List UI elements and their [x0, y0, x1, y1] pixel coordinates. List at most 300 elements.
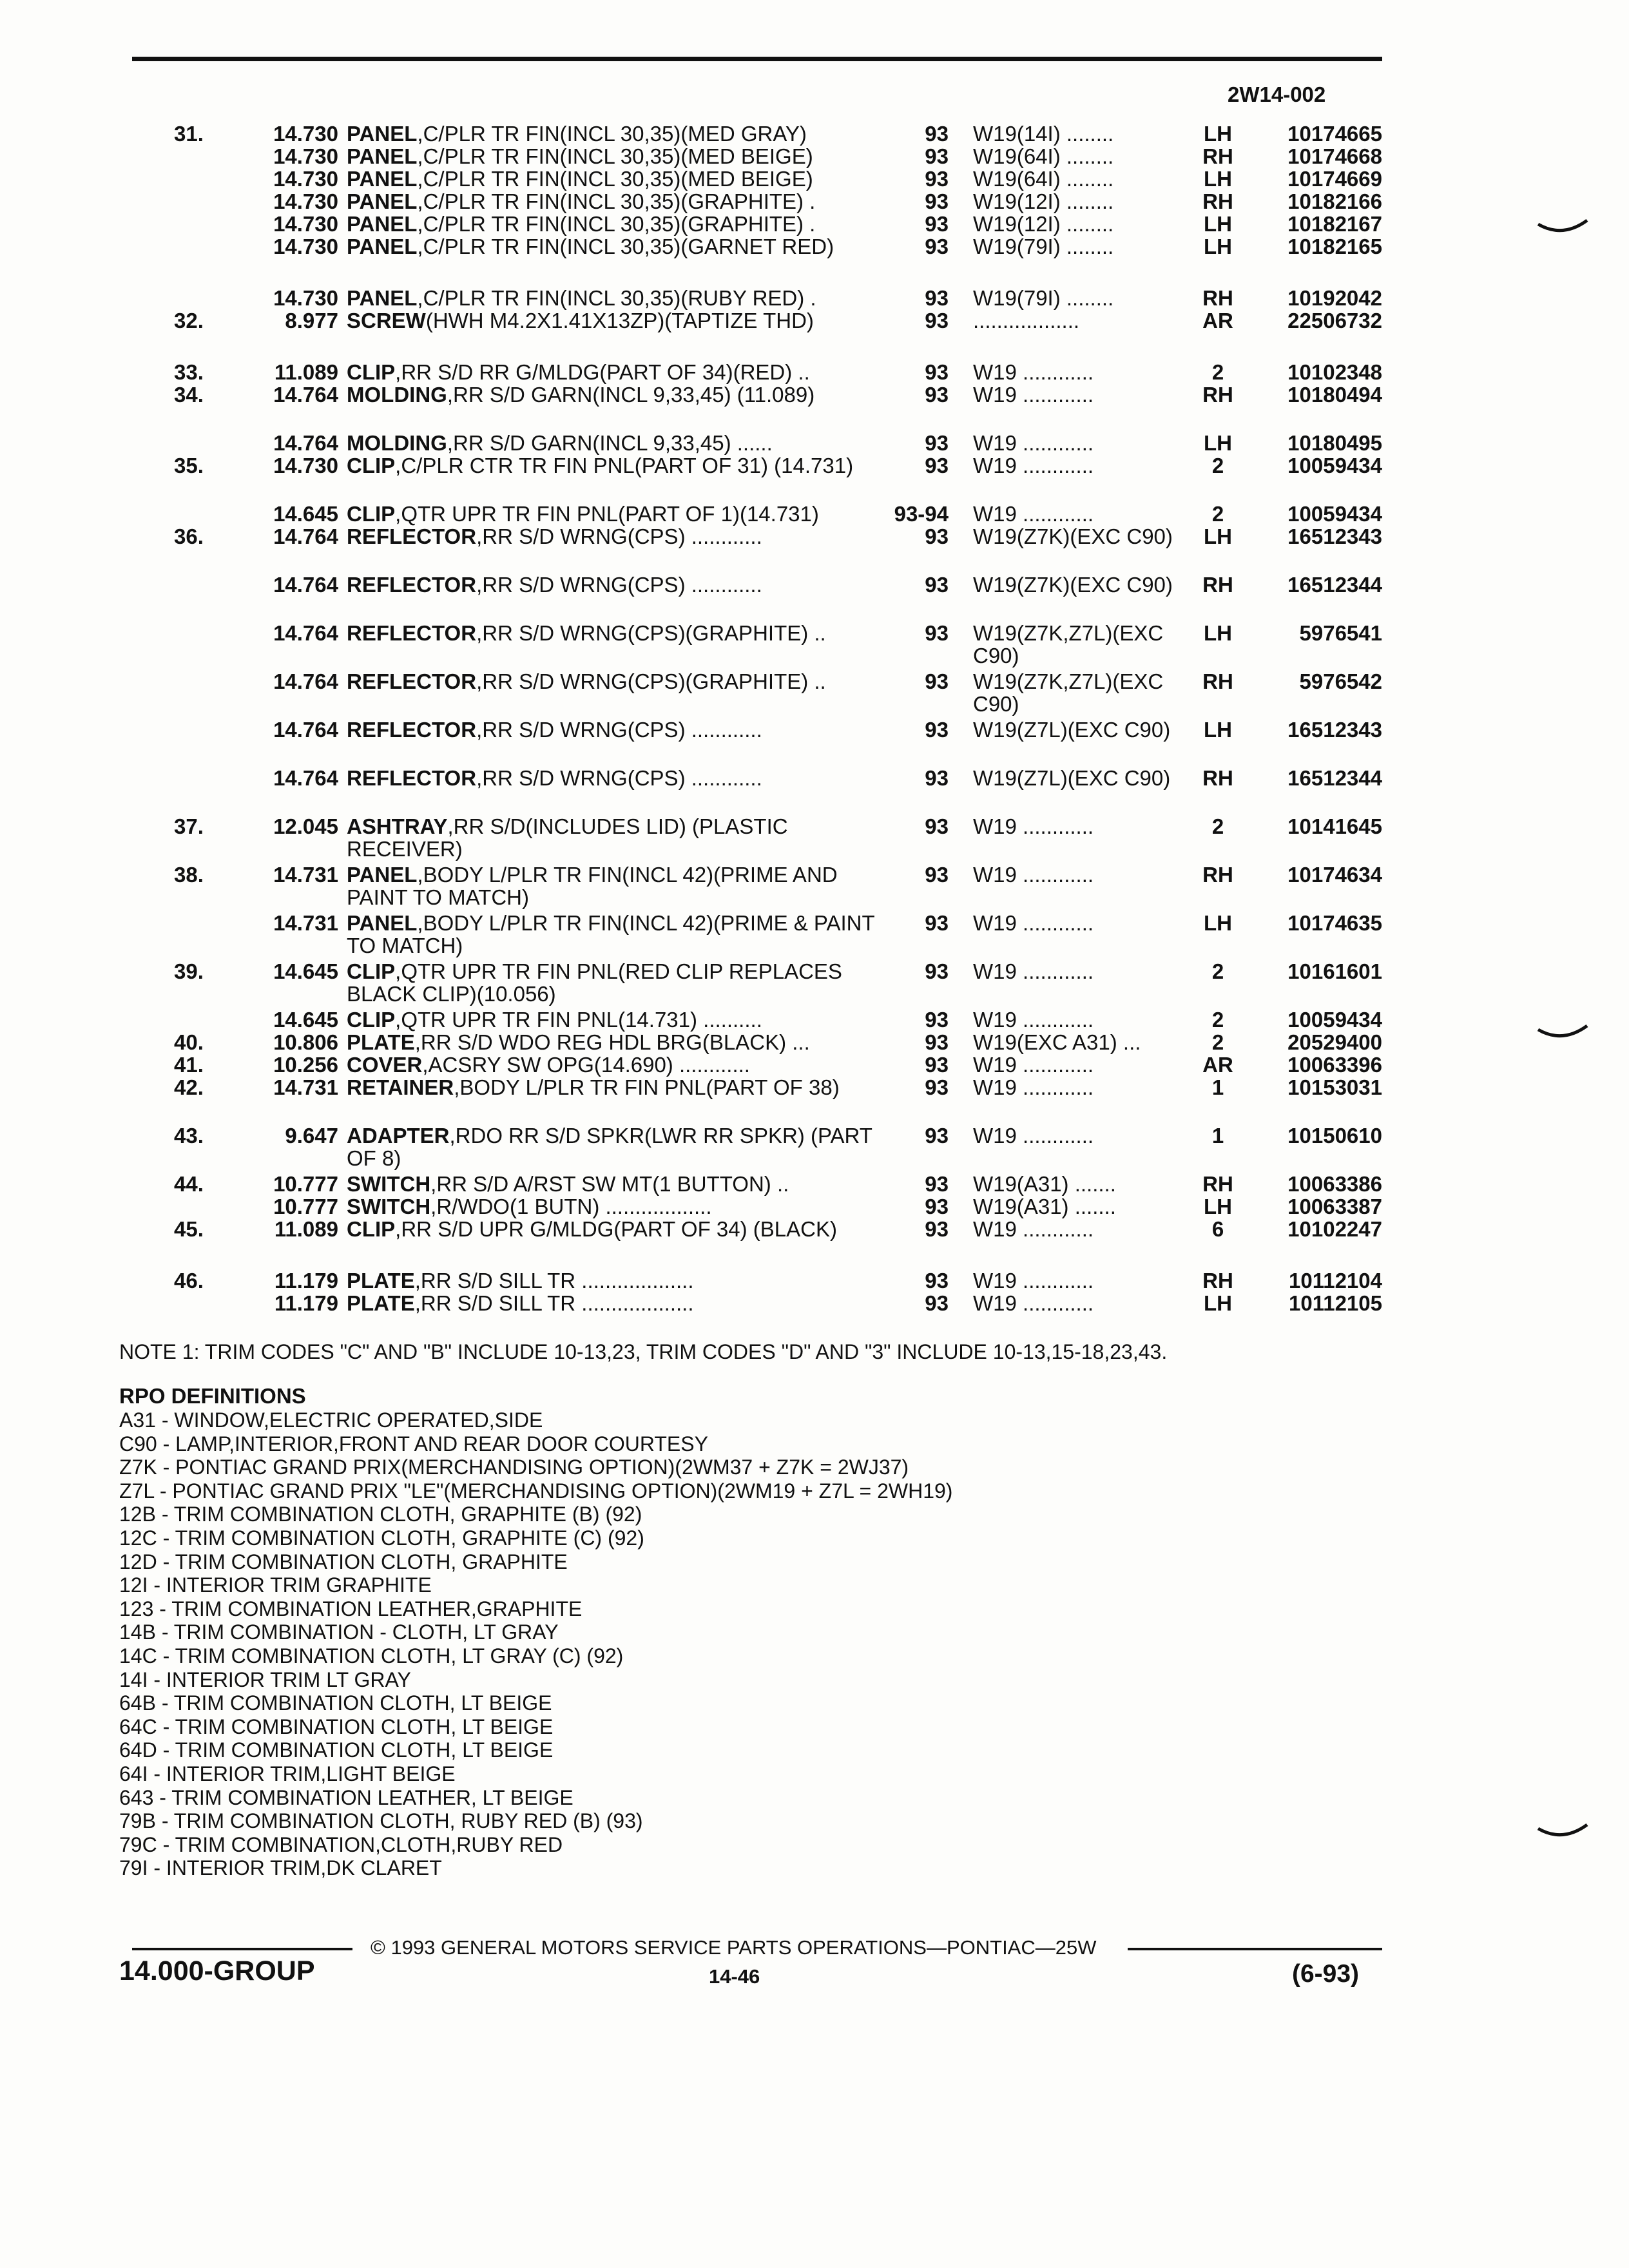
model-usage: W19(64I) ........ [973, 144, 1114, 168]
part-name: CLIP [347, 959, 396, 983]
item-number: 34. [174, 383, 204, 407]
part-number: 10174668 [1287, 144, 1382, 168]
part-description [347, 1008, 882, 1031]
part-name: REFLECTOR [347, 766, 477, 790]
part-number: 16512343 [1287, 524, 1382, 548]
part-name: PANEL [347, 144, 418, 168]
table-row [0, 863, 1629, 908]
group-number: 14.764 [273, 669, 338, 693]
group-number: 14.645 [273, 502, 338, 526]
group-number: 14.731 [273, 1075, 338, 1099]
model-year: 93 [925, 766, 949, 790]
quantity: LH [1204, 621, 1232, 645]
model-usage: W19 ............ [973, 431, 1094, 455]
quantity: AR [1202, 309, 1233, 332]
part-name: REFLECTOR [347, 718, 477, 742]
rpo-definition: 12B - TRIM COMBINATION CLOTH, GRAPHITE (B) (92) [119, 1503, 642, 1526]
part-detail: ,RR S/D GARN(INCL 9,33,45) ...... [447, 431, 773, 455]
rpo-definition: Z7L - PONTIAC GRAND PRIX "LE"(MERCHANDISING OPTION)(2WM19 + Z7L = 2WH19) [119, 1479, 953, 1503]
part-number: 10174665 [1287, 122, 1382, 146]
model-usage: W19(64I) ........ [973, 167, 1114, 191]
part-detail: ,RR S/D WRNG(CPS) ............ [476, 524, 762, 548]
part-detail: ,RDO RR S/D SPKR(LWR RR SPKR) (PART OF 8) [347, 1124, 872, 1170]
model-usage: W19 ............ [973, 911, 1094, 935]
part-description [347, 1124, 882, 1169]
part-detail: ,BODY L/PLR TR FIN PNL(PART OF 38) [454, 1075, 840, 1099]
table-row [0, 1076, 1629, 1121]
group-number: 14.764 [273, 431, 338, 455]
item-number: 32. [174, 309, 204, 332]
quantity: 2 [1211, 360, 1224, 384]
table-row [0, 1292, 1629, 1337]
item-number: 43. [174, 1124, 204, 1148]
group-number: 14.730 [273, 167, 338, 191]
margin-tick-mark [1537, 219, 1588, 238]
margin-tick-mark [1537, 1024, 1588, 1044]
quantity: LH [1204, 1291, 1232, 1315]
part-number: 10112104 [1288, 1269, 1382, 1293]
part-detail: ,R/WDO(1 BUTN) .................. [430, 1195, 712, 1218]
part-description [347, 1173, 882, 1195]
part-description [347, 383, 882, 406]
table-row [0, 1124, 1629, 1169]
part-description [347, 432, 882, 454]
part-detail: ,C/PLR TR FIN(INCL 30,35)(MED BEIGE) [417, 144, 813, 168]
rpo-definition: 123 - TRIM COMBINATION LEATHER,GRAPHITE [119, 1597, 583, 1620]
model-usage: W19 ............ [973, 383, 1094, 407]
part-name: PLATE [347, 1291, 415, 1315]
quantity: 2 [1211, 1008, 1224, 1032]
table-row [0, 525, 1629, 570]
item-number: 42. [174, 1075, 204, 1099]
rpo-definition: 64C - TRIM COMBINATION CLOTH, LT BEIGE [119, 1715, 554, 1738]
rpo-definition: A31 - WINDOW,ELECTRIC OPERATED,SIDE [119, 1408, 543, 1432]
part-name: ADAPTER [347, 1124, 450, 1148]
model-year: 93 [925, 360, 949, 384]
quantity: 6 [1211, 1217, 1224, 1241]
part-detail: ,RR S/D WRNG(CPS) ............ [476, 766, 762, 790]
part-name: REFLECTOR [347, 669, 477, 693]
item-number: 37. [174, 814, 204, 838]
rpo-definition: 12C - TRIM COMBINATION CLOTH, GRAPHITE (C) (92) [119, 1526, 644, 1550]
part-name: CLIP [347, 454, 396, 477]
part-name: PANEL [347, 122, 418, 146]
model-usage: .................. [973, 309, 1080, 332]
item-number: 39. [174, 959, 204, 983]
part-number: 10063386 [1287, 1172, 1382, 1196]
group-number: 14.764 [273, 383, 338, 407]
part-detail: ,QTR UPR TR FIN PNL(RED CLIP REPLACES BLACK CLIP)(10.056) [347, 959, 842, 1006]
part-description [347, 622, 882, 644]
model-year: 93 [925, 235, 949, 258]
model-year: 93 [925, 1291, 949, 1315]
footer-copyright: © 1993 GENERAL MOTORS SERVICE PARTS OPERATIONS—PONTIAC—25W [371, 1936, 1097, 1959]
part-detail: ,C/PLR CTR TR FIN PNL(PART OF 31) (14.731) [395, 454, 854, 477]
model-usage: W19 ............ [973, 1291, 1094, 1315]
part-name: REFLECTOR [347, 621, 477, 645]
part-description [347, 190, 882, 213]
part-description [347, 670, 882, 693]
model-usage: W19 ............ [973, 814, 1094, 838]
part-description [347, 767, 882, 789]
part-detail: ,BODY L/PLR TR FIN(INCL 42)(PRIME AND PAINT TO MATCH) [347, 863, 838, 909]
model-year: 93 [925, 286, 949, 310]
item-number: 46. [174, 1269, 204, 1293]
part-detail: (HWH M4.2X1.41X13ZP)(TAPTIZE THD) [425, 309, 814, 332]
model-year: 93 [925, 621, 949, 645]
model-year: 93 [925, 863, 949, 887]
part-detail: ,C/PLR TR FIN(INCL 30,35)(RUBY RED) . [417, 286, 816, 310]
table-row [0, 670, 1629, 715]
quantity: RH [1202, 383, 1233, 407]
quantity: RH [1202, 669, 1233, 693]
quantity: LH [1204, 212, 1232, 236]
part-name: PANEL [347, 212, 418, 236]
model-usage: W19 ............ [973, 863, 1094, 887]
footer-rule-right [1128, 1948, 1382, 1950]
group-number: 14.731 [273, 863, 338, 887]
model-usage: W19 ............ [973, 360, 1094, 384]
part-detail: ,C/PLR TR FIN(INCL 30,35)(MED GRAY) [417, 122, 807, 146]
rpo-definition: 643 - TRIM COMBINATION LEATHER, LT BEIGE [119, 1785, 574, 1809]
model-usage: W19(Z7K,Z7L)(EXC C90) [973, 669, 1164, 716]
table-row [0, 235, 1629, 280]
rpo-definition: 12I - INTERIOR TRIM GRAPHITE [119, 1573, 432, 1597]
rpo-definition: 12D - TRIM COMBINATION CLOTH, GRAPHITE [119, 1550, 568, 1573]
quantity: LH [1204, 524, 1232, 548]
part-number: 20529400 [1287, 1030, 1382, 1054]
part-description [347, 1218, 882, 1240]
part-detail: ,RR S/D(INCLUDES LID) (PLASTIC RECEIVER) [347, 814, 788, 861]
quantity: RH [1202, 286, 1233, 310]
part-detail: ,RR S/D SILL TR ................... [414, 1291, 694, 1315]
group-number: 14.730 [273, 144, 338, 168]
part-number: 10180495 [1287, 431, 1382, 455]
part-number: 10059434 [1287, 454, 1382, 477]
group-number: 14.730 [273, 235, 338, 258]
group-number: 10.256 [273, 1053, 338, 1077]
part-name: CLIP [347, 1008, 396, 1032]
part-name: PANEL [347, 189, 418, 213]
model-year: 93 [925, 431, 949, 455]
group-number: 14.764 [273, 573, 338, 597]
part-name: CLIP [347, 1217, 396, 1241]
item-number: 33. [174, 360, 204, 384]
part-number: 22506732 [1287, 309, 1382, 332]
part-number: 10174635 [1287, 911, 1382, 935]
part-description [347, 815, 882, 860]
part-description [347, 454, 882, 477]
part-name: PANEL [347, 286, 418, 310]
part-number: 5976542 [1299, 669, 1382, 693]
group-number: 12.045 [273, 814, 338, 838]
part-name: MOLDING [347, 383, 447, 407]
part-number: 10161601 [1287, 959, 1382, 983]
part-number: 10102348 [1287, 360, 1382, 384]
part-detail: ,RR S/D UPR G/MLDG(PART OF 34) (BLACK) [395, 1217, 837, 1241]
part-name: ASHTRAY [347, 814, 448, 838]
table-row [0, 912, 1629, 957]
document-number: 2W14-002 [1228, 82, 1326, 106]
part-number: 10174669 [1287, 167, 1382, 191]
part-detail: ,C/PLR TR FIN(INCL 30,35)(GRAPHITE) . [417, 212, 816, 236]
group-number: 14.730 [273, 189, 338, 213]
quantity: 2 [1211, 454, 1224, 477]
part-description [347, 287, 882, 309]
part-name: CLIP [347, 502, 396, 526]
margin-tick-mark [1537, 1823, 1588, 1843]
model-year: 93 [925, 383, 949, 407]
part-number: 16512344 [1287, 766, 1382, 790]
group-number: 14.645 [273, 1008, 338, 1032]
part-detail: ,BODY L/PLR TR FIN(INCL 42)(PRIME & PAINT TO MATCH) [347, 911, 875, 957]
model-usage: W19(Z7K)(EXC C90) [973, 524, 1173, 548]
group-number: 11.179 [274, 1269, 338, 1293]
quantity: LH [1204, 431, 1232, 455]
rpo-definition: Z7K - PONTIAC GRAND PRIX(MERCHANDISING OPTION)(2WM37 + Z7K = 2WJ37) [119, 1456, 909, 1479]
rpo-definition: C90 - LAMP,INTERIOR,FRONT AND REAR DOOR COURTESY [119, 1432, 708, 1456]
model-year: 93 [925, 1269, 949, 1293]
footer-rule-left [132, 1948, 352, 1950]
part-detail: ,RR S/D RR G/MLDG(PART OF 34)(RED) .. [395, 360, 810, 384]
part-number: 10063396 [1287, 1053, 1382, 1077]
part-name: SWITCH [347, 1172, 431, 1196]
quantity: 2 [1211, 814, 1224, 838]
part-number: 10192042 [1287, 286, 1382, 310]
part-detail: ,ACSRY SW OPG(14.690) ............ [422, 1053, 750, 1077]
quantity: RH [1202, 189, 1233, 213]
table-row [0, 718, 1629, 764]
item-number: 45. [174, 1217, 204, 1241]
table-row [0, 767, 1629, 812]
item-number: 35. [174, 454, 204, 477]
model-year: 93 [925, 814, 949, 838]
rpo-definitions-title: RPO DEFINITIONS [119, 1384, 306, 1408]
model-usage: W19(Z7L)(EXC C90) [973, 766, 1171, 790]
rpo-definition: 64D - TRIM COMBINATION CLOTH, LT BEIGE [119, 1738, 554, 1762]
part-number: 10059434 [1287, 1008, 1382, 1032]
model-usage: W19 ............ [973, 454, 1094, 477]
part-number: 16512344 [1287, 573, 1382, 597]
model-usage: W19(Z7K)(EXC C90) [973, 573, 1173, 597]
part-number: 10182165 [1287, 235, 1382, 258]
model-year: 93 [925, 1217, 949, 1241]
part-description [347, 503, 882, 525]
group-number: 11.179 [274, 1291, 338, 1315]
group-number: 11.089 [274, 360, 338, 384]
model-usage: W19(14I) ........ [973, 122, 1114, 146]
part-name: PANEL [347, 863, 418, 887]
model-usage: W19 ............ [973, 1217, 1094, 1241]
group-number: 14.764 [273, 718, 338, 742]
group-number: 14.730 [273, 122, 338, 146]
part-name: PLATE [347, 1269, 415, 1293]
quantity: LH [1204, 122, 1232, 146]
rpo-definition: 64I - INTERIOR TRIM,LIGHT BEIGE [119, 1762, 456, 1785]
part-detail: ,RR S/D GARN(INCL 9,33,45) (11.089) [447, 383, 815, 407]
model-year: 93 [925, 1075, 949, 1099]
quantity: RH [1202, 863, 1233, 887]
model-year: 93 [925, 144, 949, 168]
model-year: 93 [925, 1195, 949, 1218]
model-year: 93 [925, 1008, 949, 1032]
rpo-definition: 14C - TRIM COMBINATION CLOTH, LT GRAY (C) (92) [119, 1644, 624, 1667]
part-name: PANEL [347, 167, 418, 191]
quantity: 2 [1211, 1030, 1224, 1054]
group-number: 14.730 [273, 454, 338, 477]
part-description [347, 525, 882, 548]
table-row [0, 1218, 1629, 1263]
model-usage: W19(A31) ....... [973, 1195, 1116, 1218]
model-year: 93 [925, 959, 949, 983]
part-description [347, 1195, 882, 1218]
model-year: 93 [925, 167, 949, 191]
note-1: NOTE 1: TRIM CODES "C" AND "B" INCLUDE 10-13,23, TRIM CODES "D" AND "3" INCLUDE 10-13,15-18,23,43. [119, 1340, 1168, 1363]
group-number: 14.764 [273, 766, 338, 790]
quantity: 2 [1211, 959, 1224, 983]
model-year: 93 [925, 1030, 949, 1054]
model-year: 93 [925, 1053, 949, 1077]
part-description [347, 1292, 882, 1314]
model-usage: W19 ............ [973, 1053, 1094, 1077]
part-name: RETAINER [347, 1075, 454, 1099]
part-name: SCREW [347, 309, 426, 332]
part-description [347, 309, 882, 332]
table-row [0, 309, 1629, 354]
part-detail: ,RR S/D WRNG(CPS) ............ [476, 573, 762, 597]
part-description [347, 718, 882, 741]
group-number: 14.730 [273, 286, 338, 310]
quantity: RH [1202, 144, 1233, 168]
table-row [0, 454, 1629, 499]
part-detail: ,RR S/D WRNG(CPS)(GRAPHITE) .. [476, 621, 826, 645]
group-number: 14.645 [273, 959, 338, 983]
quantity: RH [1202, 1269, 1233, 1293]
part-name: CLIP [347, 360, 396, 384]
group-number: 14.731 [273, 911, 338, 935]
item-number: 36. [174, 524, 204, 548]
model-usage: W19(79I) ........ [973, 235, 1114, 258]
quantity: RH [1202, 766, 1233, 790]
footer-group: 14.000-GROUP [119, 1956, 315, 1986]
part-number: 5976541 [1299, 621, 1382, 645]
quantity: 2 [1211, 502, 1224, 526]
model-usage: W19(A31) ....... [973, 1172, 1116, 1196]
part-detail: ,RR S/D WRNG(CPS) ............ [476, 718, 762, 742]
rpo-definitions-list [119, 1408, 952, 1880]
part-name: PANEL [347, 911, 418, 935]
part-number: 10059434 [1287, 502, 1382, 526]
part-description [347, 235, 882, 258]
part-detail: ,QTR UPR TR FIN PNL(PART OF 1)(14.731) [395, 502, 819, 526]
group-number: 10.777 [273, 1172, 338, 1196]
part-detail: ,RR S/D WRNG(CPS)(GRAPHITE) .. [476, 669, 826, 693]
part-number: 10150610 [1287, 1124, 1382, 1148]
quantity: LH [1204, 911, 1232, 935]
model-year: 93 [925, 309, 949, 332]
part-detail: ,RR S/D WDO REG HDL BRG(BLACK) ... [414, 1030, 810, 1054]
model-year: 93 [925, 189, 949, 213]
rpo-definition: 79I - INTERIOR TRIM,DK CLARET [119, 1856, 442, 1880]
part-name: SWITCH [347, 1195, 431, 1218]
part-detail: ,C/PLR TR FIN(INCL 30,35)(MED BEIGE) [417, 167, 813, 191]
footer-date: (6-93) [1292, 1960, 1360, 1988]
rpo-definition: 79B - TRIM COMBINATION CLOTH, RUBY RED (B) (93) [119, 1809, 643, 1833]
group-number: 8.977 [285, 309, 338, 332]
model-usage: W19(12I) ........ [973, 212, 1114, 236]
table-row [0, 622, 1629, 667]
part-description [347, 863, 882, 908]
rpo-definition: 79C - TRIM COMBINATION,CLOTH,RUBY RED [119, 1832, 563, 1856]
part-detail: ,QTR UPR TR FIN PNL(14.731) .......... [395, 1008, 762, 1032]
part-description [347, 168, 882, 190]
quantity: LH [1204, 1195, 1232, 1218]
group-number: 14.730 [273, 212, 338, 236]
quantity: AR [1202, 1053, 1233, 1077]
rpo-definition: 14B - TRIM COMBINATION - CLOTH, LT GRAY [119, 1620, 559, 1644]
model-year: 93 [925, 122, 949, 146]
part-description [347, 1076, 882, 1099]
model-usage: W19 ............ [973, 959, 1094, 983]
model-usage: W19(12I) ........ [973, 189, 1114, 213]
model-year: 93-94 [894, 502, 949, 526]
model-year: 93 [925, 669, 949, 693]
group-number: 14.764 [273, 524, 338, 548]
group-number: 10.777 [273, 1195, 338, 1218]
quantity: LH [1204, 718, 1232, 742]
footer-page-number: 14-46 [709, 1965, 760, 1988]
part-description [347, 1269, 882, 1292]
part-description [347, 145, 882, 168]
part-detail: ,C/PLR TR FIN(INCL 30,35)(GARNET RED) [417, 235, 834, 258]
model-usage: W19(Z7K,Z7L)(EXC C90) [973, 621, 1164, 668]
part-number: 10174634 [1287, 863, 1382, 887]
part-detail: ,RR S/D A/RST SW MT(1 BUTTON) .. [430, 1172, 789, 1196]
item-number: 38. [174, 863, 204, 887]
part-description [347, 1031, 882, 1053]
part-name: PANEL [347, 235, 418, 258]
quantity: LH [1204, 235, 1232, 258]
model-usage: W19 ............ [973, 502, 1094, 526]
part-name: PLATE [347, 1030, 415, 1054]
part-description [347, 960, 882, 1005]
part-name: REFLECTOR [347, 573, 477, 597]
model-usage: W19(Z7L)(EXC C90) [973, 718, 1171, 742]
model-year: 93 [925, 1172, 949, 1196]
model-usage: W19 ............ [973, 1269, 1094, 1293]
part-description [347, 213, 882, 235]
quantity: RH [1202, 573, 1233, 597]
item-number: 31. [174, 122, 204, 146]
model-usage: W19 ............ [973, 1008, 1094, 1032]
quantity: 1 [1211, 1124, 1224, 1148]
table-row [0, 815, 1629, 860]
quantity: RH [1202, 1172, 1233, 1196]
part-description [347, 122, 882, 145]
model-year: 93 [925, 573, 949, 597]
table-row [0, 383, 1629, 428]
item-number: 41. [174, 1053, 204, 1077]
part-number: 10141645 [1287, 814, 1382, 838]
model-usage: W19 ............ [973, 1124, 1094, 1148]
rpo-definition: 14I - INTERIOR TRIM LT GRAY [119, 1667, 411, 1691]
model-year: 93 [925, 454, 949, 477]
part-number: 10180494 [1287, 383, 1382, 407]
part-detail: ,C/PLR TR FIN(INCL 30,35)(GRAPHITE) . [417, 189, 816, 213]
quantity: 1 [1211, 1075, 1224, 1099]
model-usage: W19 ............ [973, 1075, 1094, 1099]
group-number: 10.806 [273, 1030, 338, 1054]
